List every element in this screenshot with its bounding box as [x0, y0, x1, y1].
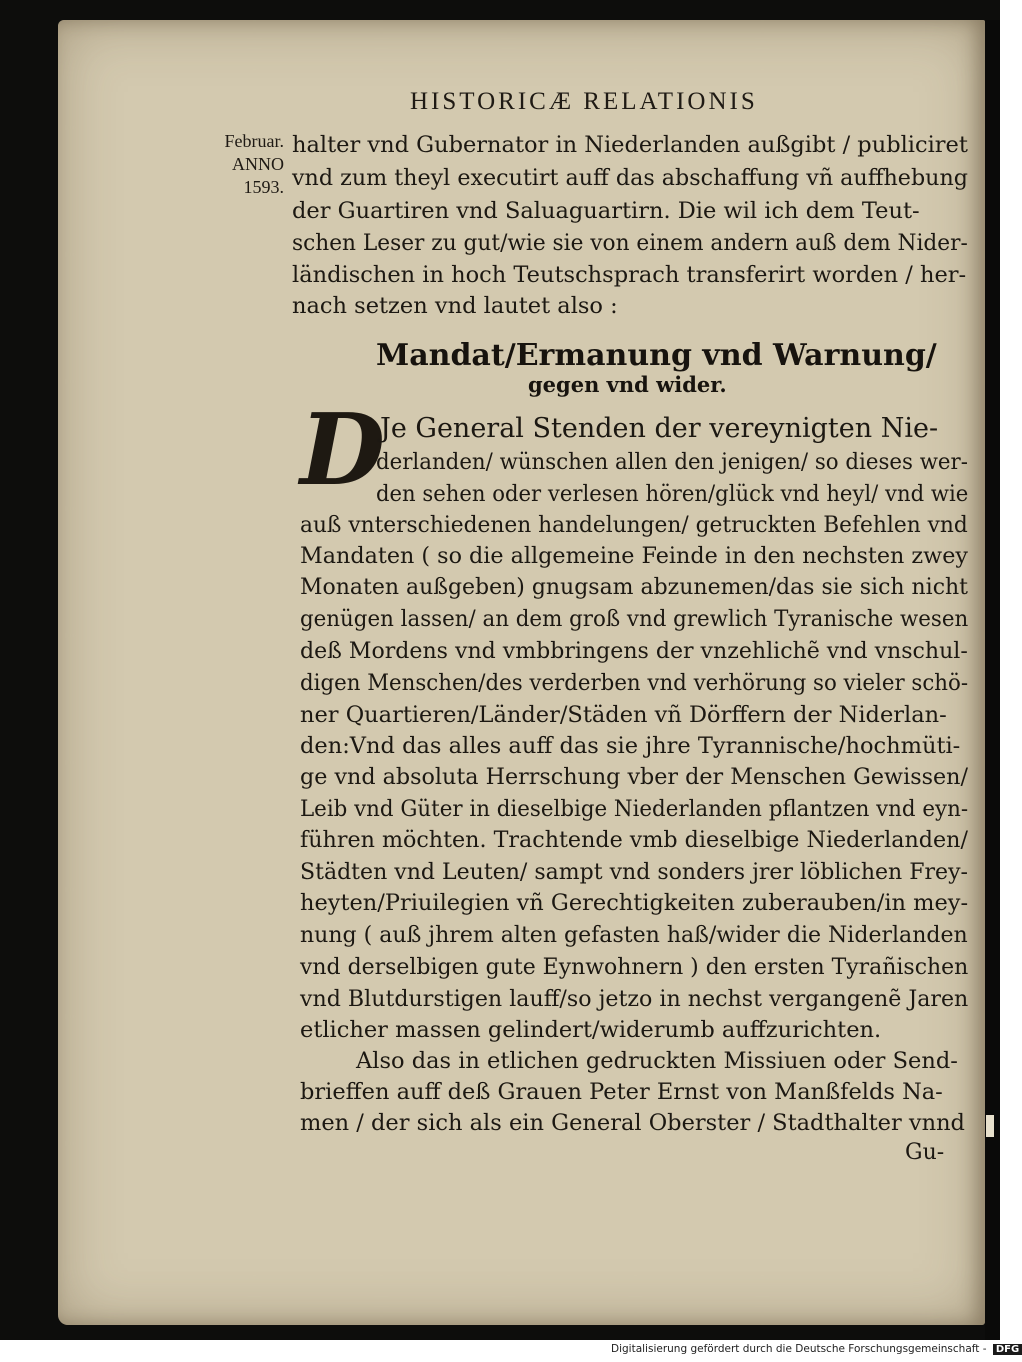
- body-line: Monaten außgeben) gnugsam abzunemen/das sie sich nicht: [300, 574, 969, 600]
- body-line: Mandaten ( so die allgemeine Feinde in den nechsten zwey: [300, 543, 968, 569]
- body-line: ner Quartieren/Länder/Städen vñ Dörffern der Niderlan-: [300, 702, 947, 728]
- body-line: den sehen oder verlesen hören/glück vnd heyl/ vnd wie: [376, 481, 969, 507]
- intro-line: vnd zum theyl executirt auff das abschaffung vñ auffhebung: [292, 165, 968, 191]
- body-line: brieffen auff deß Grauen Peter Ernst von Manßfelds Na-: [300, 1079, 943, 1105]
- margin-year: 1593.: [243, 177, 284, 197]
- body-line: auß vnterschiedenen handelungen/ getruckten Befehlen vnd: [300, 512, 968, 538]
- body-line: men / der sich als ein General Oberster / Stadthalter vnnd: [300, 1110, 965, 1136]
- footer-text: Digitalisierung gefördert durch die Deutsche Forschungsgemeinschaft -: [611, 1343, 987, 1355]
- mandate-title: Mandat/Ermanung vnd Warnung/: [376, 338, 937, 373]
- dfg-logo: DFG: [993, 1344, 1022, 1355]
- body-line: den:Vnd das alles auff das sie jhre Tyrannische/hochmüti-: [300, 733, 961, 759]
- body-line: genügen lassen/ an dem groß vnd grewlich Tyranische wesen: [300, 606, 969, 632]
- intro-line: nach setzen vnd lautet also :: [292, 293, 618, 319]
- body-line: Städten vnd Leuten/ sampt vnd sonders jrer löblichen Frey-: [300, 859, 968, 885]
- body-line: vnd derselbigen gute Eynwohnern ) den ersten Tyrañischen: [300, 954, 969, 980]
- running-header: HISTORICÆ RELATIONIS: [410, 88, 758, 115]
- intro-line: schen Leser zu gut/wie sie von einem andern auß dem Nider-: [292, 230, 968, 256]
- body-line: führen möchten. Trachtende vmb dieselbige Niederlanden/: [300, 827, 968, 853]
- body-line: Leib vnd Güter in dieselbige Niederlanden pflantzen vnd eyn-: [300, 796, 969, 822]
- margin-note: [186, 130, 284, 199]
- initial-letter: D: [300, 393, 385, 508]
- margin-anno: ANNO: [232, 154, 284, 174]
- intro-line: halter vnd Gubernator in Niederlanden außgibt / publiciret: [292, 132, 968, 158]
- mandate-subtitle: gegen vnd wider.: [528, 372, 727, 397]
- body-line: heyten/Priuilegien vñ Gerechtigkeiten zuberauben/in mey-: [300, 890, 969, 916]
- body-line: ge vnd absoluta Herrschung vber der Menschen Gewissen/: [300, 764, 968, 790]
- scan-marker: [986, 1115, 994, 1137]
- margin-month: Februar.: [224, 131, 284, 151]
- intro-line: der Guartiren vnd Saluaguartirn. Die wil ich dem Teut-: [292, 198, 920, 224]
- intro-line: ländischen in hoch Teutschsprach transferirt worden / her-: [292, 262, 967, 288]
- body-line: etlicher massen gelindert/widerumb auffzurichten.: [300, 1017, 882, 1043]
- body-line: vnd Blutdurstigen lauff/so jetzo in nechst vergangenẽ Jaren: [300, 986, 969, 1012]
- decorated-initial: [300, 393, 385, 508]
- body-line: derlanden/ wünschen allen den jenigen/ so dieses wer-: [376, 449, 968, 475]
- body-line: nung ( auß jhrem alten gefasten haß/wider die Niderlanden: [300, 922, 968, 948]
- body-line: digen Menschen/des verderben vnd verhörung so vieler schö-: [300, 670, 969, 696]
- catchword: Gu-: [905, 1140, 945, 1165]
- page-edge: [985, 20, 1000, 1340]
- body-line: deß Mordens vnd vmbbringens der vnzehlichẽ vnd vnschul-: [300, 638, 968, 664]
- funding-footer: [611, 1343, 1022, 1355]
- body-line: Also das in etlichen gedruckten Missiuen oder Send-: [356, 1048, 958, 1074]
- body-line: Je General Stenden der vereynigten Nie-: [380, 413, 939, 444]
